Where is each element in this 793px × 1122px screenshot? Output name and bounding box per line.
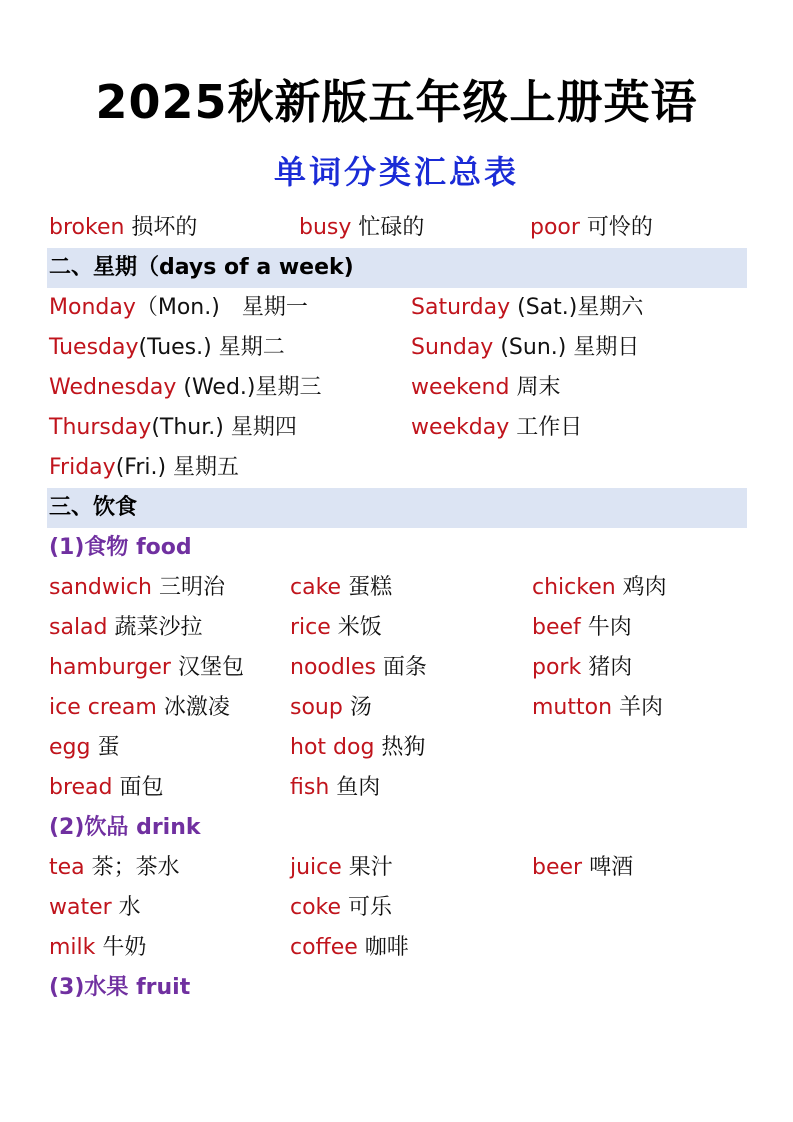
english-word: noodles xyxy=(290,655,376,680)
word-entry xyxy=(49,208,197,248)
word-entry xyxy=(49,408,297,448)
english-word: cake xyxy=(290,575,342,600)
english-word: beer xyxy=(532,855,583,880)
word-row xyxy=(47,728,747,768)
word-row xyxy=(47,208,747,248)
subsection-heading-food: (1)食物 food xyxy=(49,535,192,560)
word-entry xyxy=(49,928,146,968)
word-row xyxy=(47,568,747,608)
chinese-meaning: 热狗 xyxy=(374,735,426,760)
word-entry xyxy=(411,408,582,448)
english-word: beef xyxy=(532,615,581,640)
english-word: fish xyxy=(290,775,330,800)
word-row xyxy=(47,768,747,808)
chinese-meaning: 咖啡 xyxy=(357,935,409,960)
word-entry xyxy=(290,688,372,728)
chinese-meaning: 猪肉 xyxy=(581,655,633,680)
english-word: bread xyxy=(49,775,113,800)
chinese-meaning: 损坏的 xyxy=(124,215,198,240)
chinese-meaning: 果汁 xyxy=(341,855,393,880)
word-entry xyxy=(299,208,424,248)
word-entry xyxy=(532,688,663,728)
english-word: Wednesday xyxy=(49,375,177,400)
english-word: coffee xyxy=(290,935,358,960)
word-entry xyxy=(49,648,244,688)
section-heading-food-drink: 三、饮食 xyxy=(47,488,747,528)
chinese-meaning: (Tues.) 星期二 xyxy=(138,335,285,360)
word-entry xyxy=(49,328,285,368)
english-word: sandwich xyxy=(49,575,152,600)
english-word: Saturday xyxy=(411,295,511,320)
word-row xyxy=(47,888,747,928)
chinese-meaning: 米饭 xyxy=(330,615,382,640)
chinese-meaning: 汉堡包 xyxy=(170,655,244,680)
vocabulary-table xyxy=(47,208,747,1008)
english-word: Sunday xyxy=(411,335,494,360)
word-row xyxy=(47,328,747,368)
page-title: 2025秋新版五年级上册英语 xyxy=(95,75,698,129)
chinese-meaning: (Thur.) 星期四 xyxy=(151,415,297,440)
english-word: busy xyxy=(299,215,352,240)
word-entry xyxy=(290,928,409,968)
subsection-heading-fruit: (3)水果 fruit xyxy=(49,975,191,1000)
chinese-meaning: 汤 xyxy=(342,695,372,720)
english-word: coke xyxy=(290,895,342,920)
chinese-meaning: 可怜的 xyxy=(579,215,653,240)
english-word: Thursday xyxy=(49,415,152,440)
word-entry xyxy=(49,368,322,408)
chinese-meaning: 牛奶 xyxy=(95,935,147,960)
page-subtitle: 单词分类汇总表 xyxy=(273,153,519,191)
english-word: milk xyxy=(49,935,96,960)
word-entry xyxy=(49,848,180,888)
word-entry xyxy=(49,688,230,728)
word-entry xyxy=(290,568,392,608)
chinese-meaning: 蔬菜沙拉 xyxy=(107,615,203,640)
word-row xyxy=(47,848,747,888)
word-entry xyxy=(290,888,392,928)
chinese-meaning: 蛋糕 xyxy=(341,575,393,600)
word-row xyxy=(47,368,747,408)
word-entry xyxy=(290,848,393,888)
chinese-meaning: 水 xyxy=(111,895,141,920)
chinese-meaning: (Wed.)星期三 xyxy=(176,375,322,400)
chinese-meaning: 茶；茶水 xyxy=(84,855,180,880)
english-word: hot dog xyxy=(290,735,375,760)
english-word: water xyxy=(49,895,112,920)
chinese-meaning: 鱼肉 xyxy=(329,775,381,800)
english-word: poor xyxy=(530,215,580,240)
word-entry xyxy=(532,648,632,688)
chinese-meaning: (Fri.) 星期五 xyxy=(115,455,240,480)
chinese-meaning: 面条 xyxy=(375,655,427,680)
word-entry xyxy=(411,328,639,368)
english-word: mutton xyxy=(532,695,613,720)
english-word: egg xyxy=(49,735,91,760)
word-entry xyxy=(290,648,427,688)
english-word: weekday xyxy=(411,415,510,440)
english-word: broken xyxy=(49,215,125,240)
word-entry xyxy=(290,608,382,648)
word-entry xyxy=(532,608,632,648)
chinese-meaning: （Mon.) 星期一 xyxy=(135,295,308,320)
word-entry xyxy=(530,208,653,248)
word-entry xyxy=(411,368,560,408)
word-row xyxy=(47,688,747,728)
word-row xyxy=(47,608,747,648)
english-word: Friday xyxy=(49,455,116,480)
chinese-meaning: 羊肉 xyxy=(612,695,664,720)
word-entry xyxy=(49,288,308,328)
english-word: Tuesday xyxy=(49,335,139,360)
english-word: chicken xyxy=(532,575,616,600)
chinese-meaning: (Sun.) 星期日 xyxy=(493,335,640,360)
english-word: Monday xyxy=(49,295,136,320)
chinese-meaning: (Sat.)星期六 xyxy=(510,295,644,320)
word-entry xyxy=(49,728,119,768)
word-entry xyxy=(49,448,239,488)
chinese-meaning: 忙碌的 xyxy=(351,215,425,240)
chinese-meaning: 工作日 xyxy=(509,415,583,440)
english-word: hamburger xyxy=(49,655,171,680)
word-entry xyxy=(49,608,203,648)
word-row xyxy=(47,928,747,968)
word-entry xyxy=(290,768,380,808)
english-word: tea xyxy=(49,855,85,880)
english-word: rice xyxy=(290,615,331,640)
chinese-meaning: 三明治 xyxy=(152,575,225,600)
word-entry xyxy=(49,888,141,928)
word-row xyxy=(47,448,747,488)
english-word: ice cream xyxy=(49,695,157,720)
english-word: juice xyxy=(290,855,342,880)
chinese-meaning: 啤酒 xyxy=(582,855,634,880)
english-word: weekend xyxy=(411,375,510,400)
english-word: pork xyxy=(532,655,582,680)
subsection-heading-drink: (2)饮品 drink xyxy=(49,815,201,840)
word-entry xyxy=(49,768,164,808)
chinese-meaning: 冰激凌 xyxy=(156,695,230,720)
word-entry xyxy=(49,568,225,608)
chinese-meaning: 鸡肉 xyxy=(615,575,667,600)
word-row xyxy=(47,648,747,688)
section-heading-days: 二、星期（days of a week) xyxy=(47,248,747,288)
word-entry xyxy=(532,848,633,888)
chinese-meaning: 周末 xyxy=(509,375,561,400)
chinese-meaning: 蛋 xyxy=(90,735,120,760)
chinese-meaning: 可乐 xyxy=(341,895,393,920)
english-word: soup xyxy=(290,695,343,720)
chinese-meaning: 面包 xyxy=(112,775,164,800)
chinese-meaning: 牛肉 xyxy=(580,615,632,640)
english-word: salad xyxy=(49,615,108,640)
word-entry xyxy=(411,288,643,328)
word-row xyxy=(47,408,747,448)
word-entry xyxy=(532,568,667,608)
word-row xyxy=(47,288,747,328)
word-entry xyxy=(290,728,425,768)
